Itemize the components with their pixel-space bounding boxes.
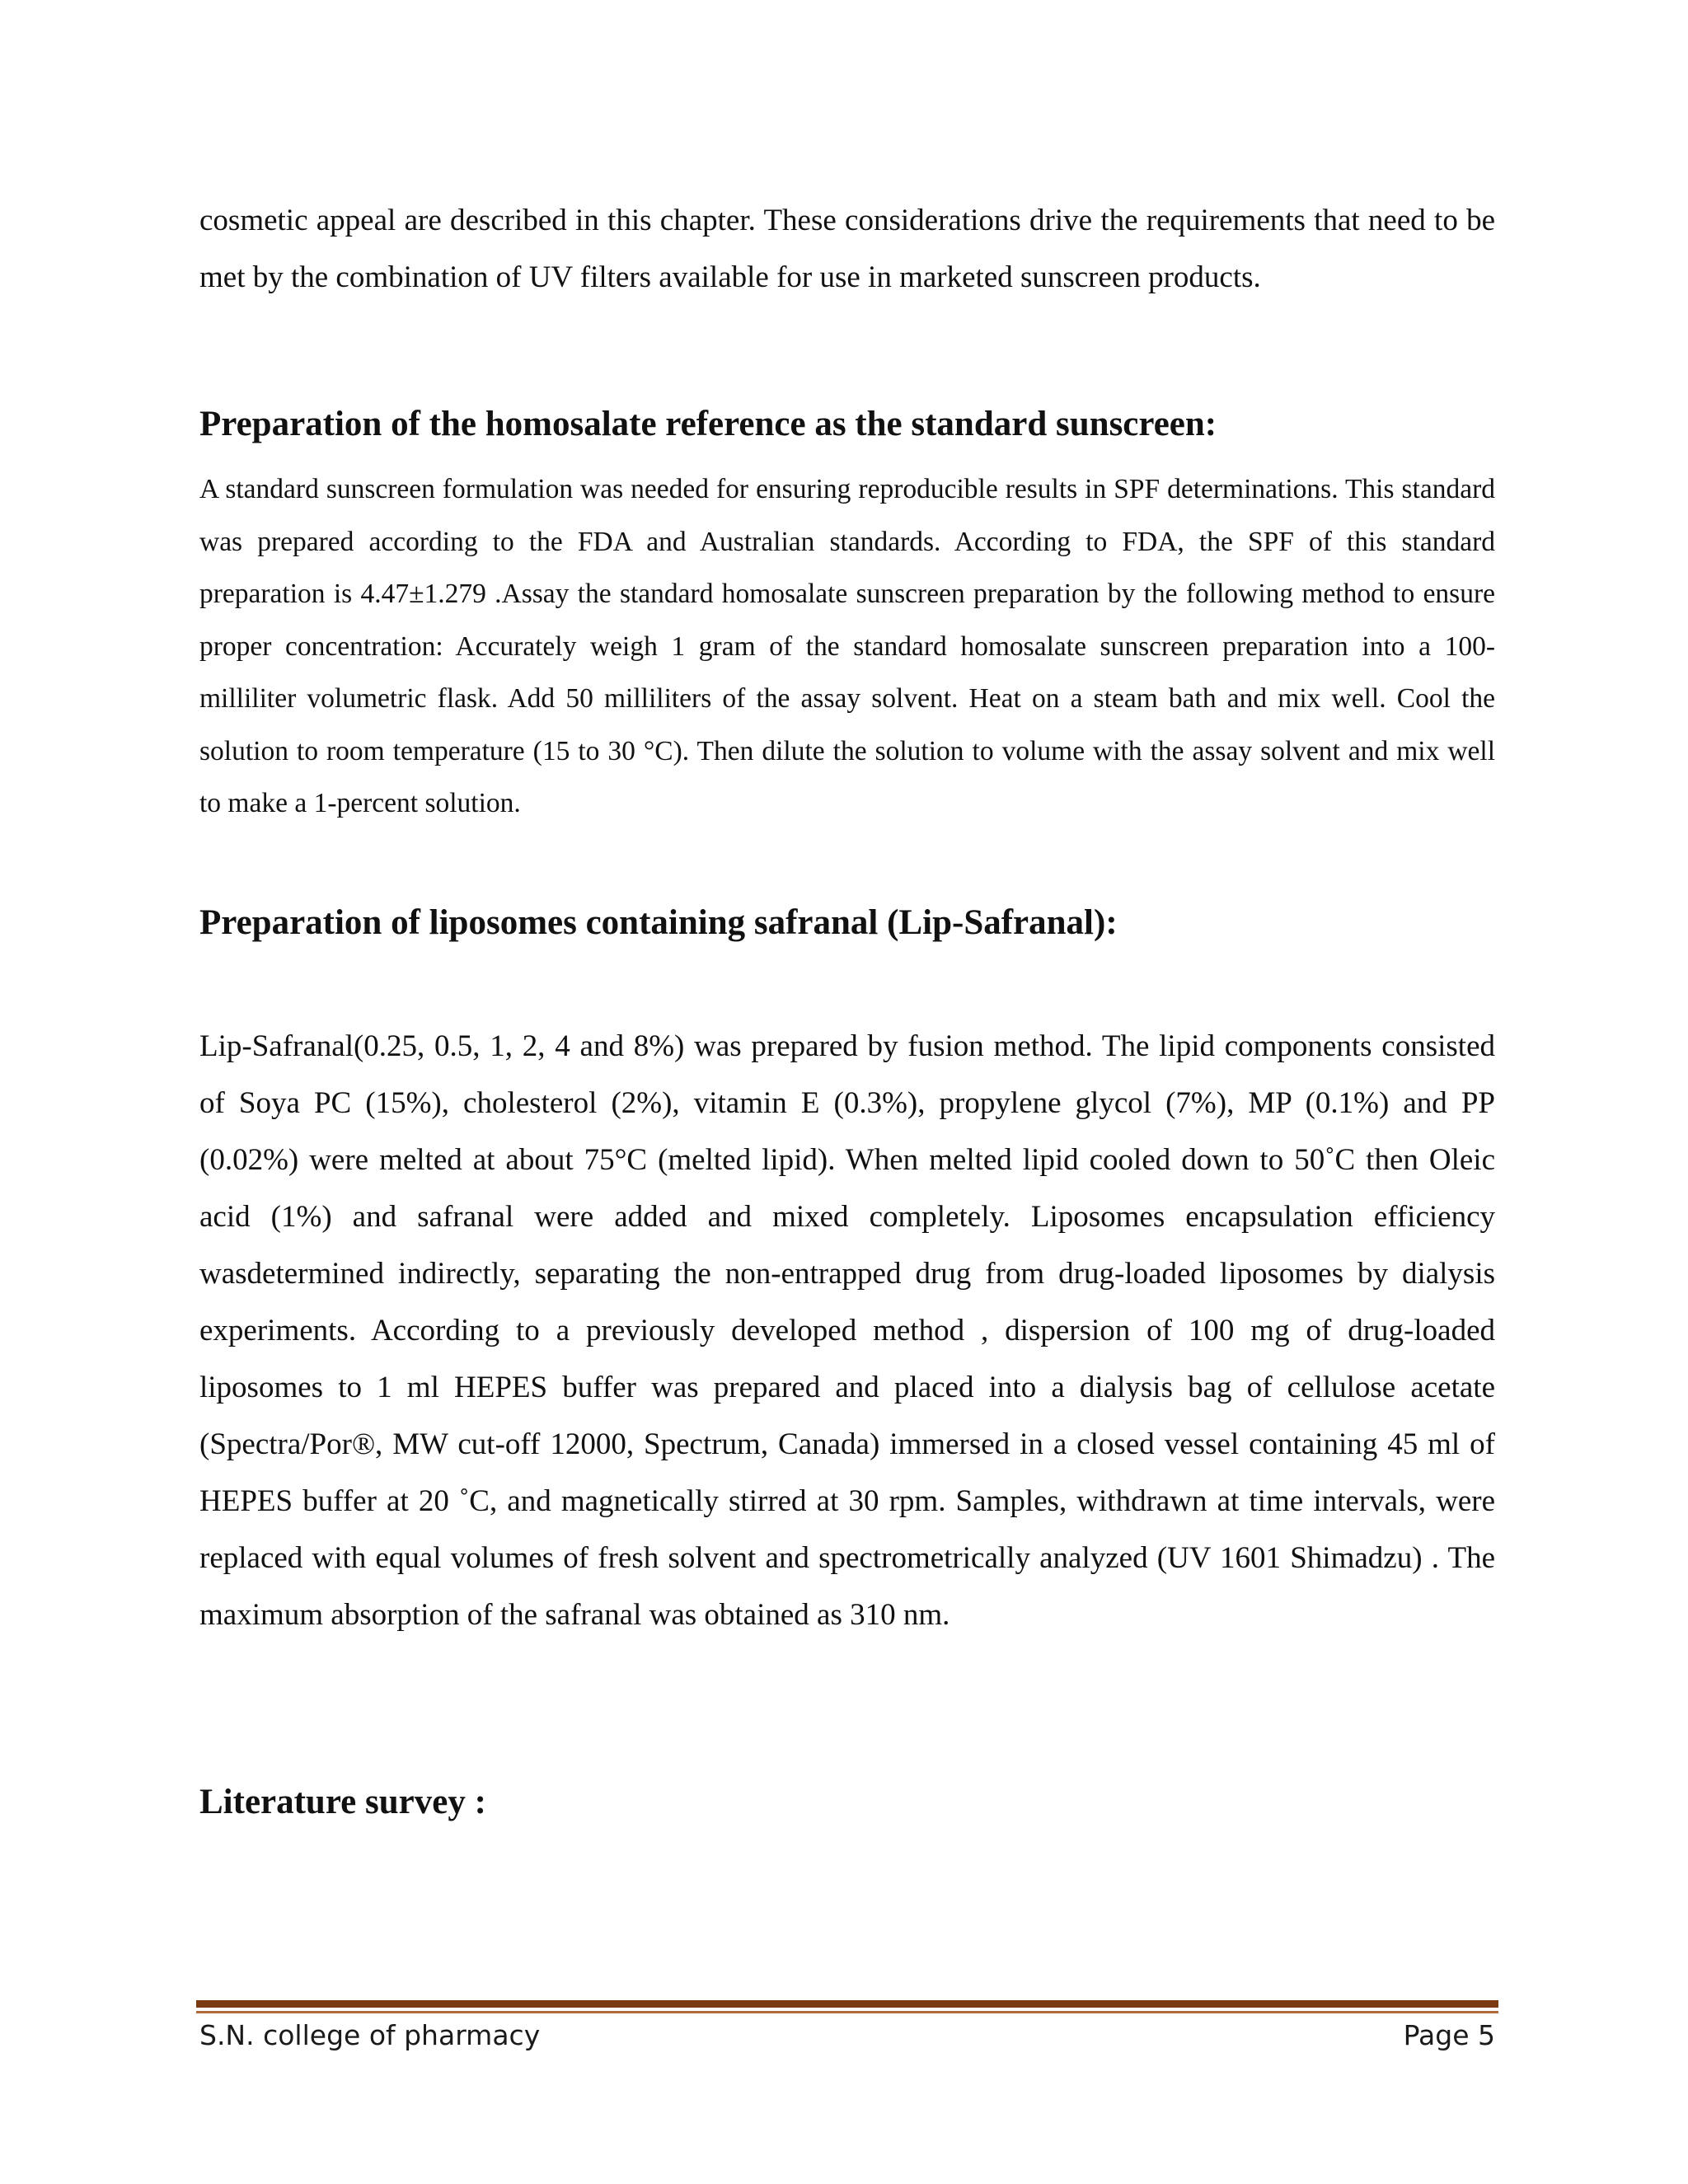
- footer-divider: [196, 2000, 1498, 2008]
- section-heading-literature-survey: Literature survey :: [199, 1783, 486, 1821]
- footer-divider-thin: [196, 2011, 1498, 2013]
- homosalate-paragraph: A standard sunscreen formulation was needed for ensuring reproducible results in SPF determinations. This standard was prepared according to the FDA and Australian standards. According to FDA, the SPF of this standard preparation is 4.47±1.279 .Assay the standard homosalate sunscreen preparation by the following method to ensure proper concentration: Accurately weigh 1 gram of the standard homosalate sunscreen preparation into a 100-milliliter volumetric flask. Add 50 milliliters of the assay solvent. Heat on a steam bath and mix well. Cool the solution to room temperature (15 to 30 °C). Then dilute the solution to volume with the assay solvent and mix well to make a 1-percent solution.: [199, 474, 1495, 818]
- section-heading-liposomes: Preparation of liposomes containing safranal (Lip-Safranal):: [199, 903, 1118, 942]
- footer-college-name: S.N. college of pharmacy: [199, 2019, 541, 2051]
- footer-page-number: Page 5: [1403, 2019, 1495, 2051]
- intro-paragraph: cosmetic appeal are described in this chapter. These considerations drive the requirements that need to be met by the combination of UV filters available for use in marketed sunscreen products.: [199, 204, 1495, 294]
- section-heading-homosalate: Preparation of the homosalate reference as the standard sunscreen:: [199, 405, 1217, 443]
- liposomes-paragraph: Lip-Safranal(0.25, 0.5, 1, 2, 4 and 8%) was prepared by fusion method. The lipid components consisted of Soya PC (15%), cholesterol (2%), vitamin E (0.3%), propylene glycol (7%), MP (0.1%) and PP (0.02%) were melted at about 75°C (melted lipid). When melted lipid cooled down to 50˚C then Oleic acid (1%) and safranal were added and mixed completely. Liposomes encapsulation efficiency wasdetermined indirectly, separating the non-entrapped drug from drug-loaded liposomes by dialysis experiments. According to a previously developed method , dispersion of 100 mg of drug-loaded liposomes to 1 ml HEPES buffer was prepared and placed into a dialysis bag of cellulose acetate (Spectra/Por®, MW cut-off 12000, Spectrum, Canada) immersed in a closed vessel containing 45 ml of HEPES buffer at 20 ˚C, and magnetically stirred at 30 rpm. Samples, withdrawn at time intervals, were replaced with equal volumes of fresh solvent and spectrometrically analyzed (UV 1601 Shimadzu) . The maximum absorption of the safranal was obtained as 310 nm.: [199, 1029, 1495, 1632]
